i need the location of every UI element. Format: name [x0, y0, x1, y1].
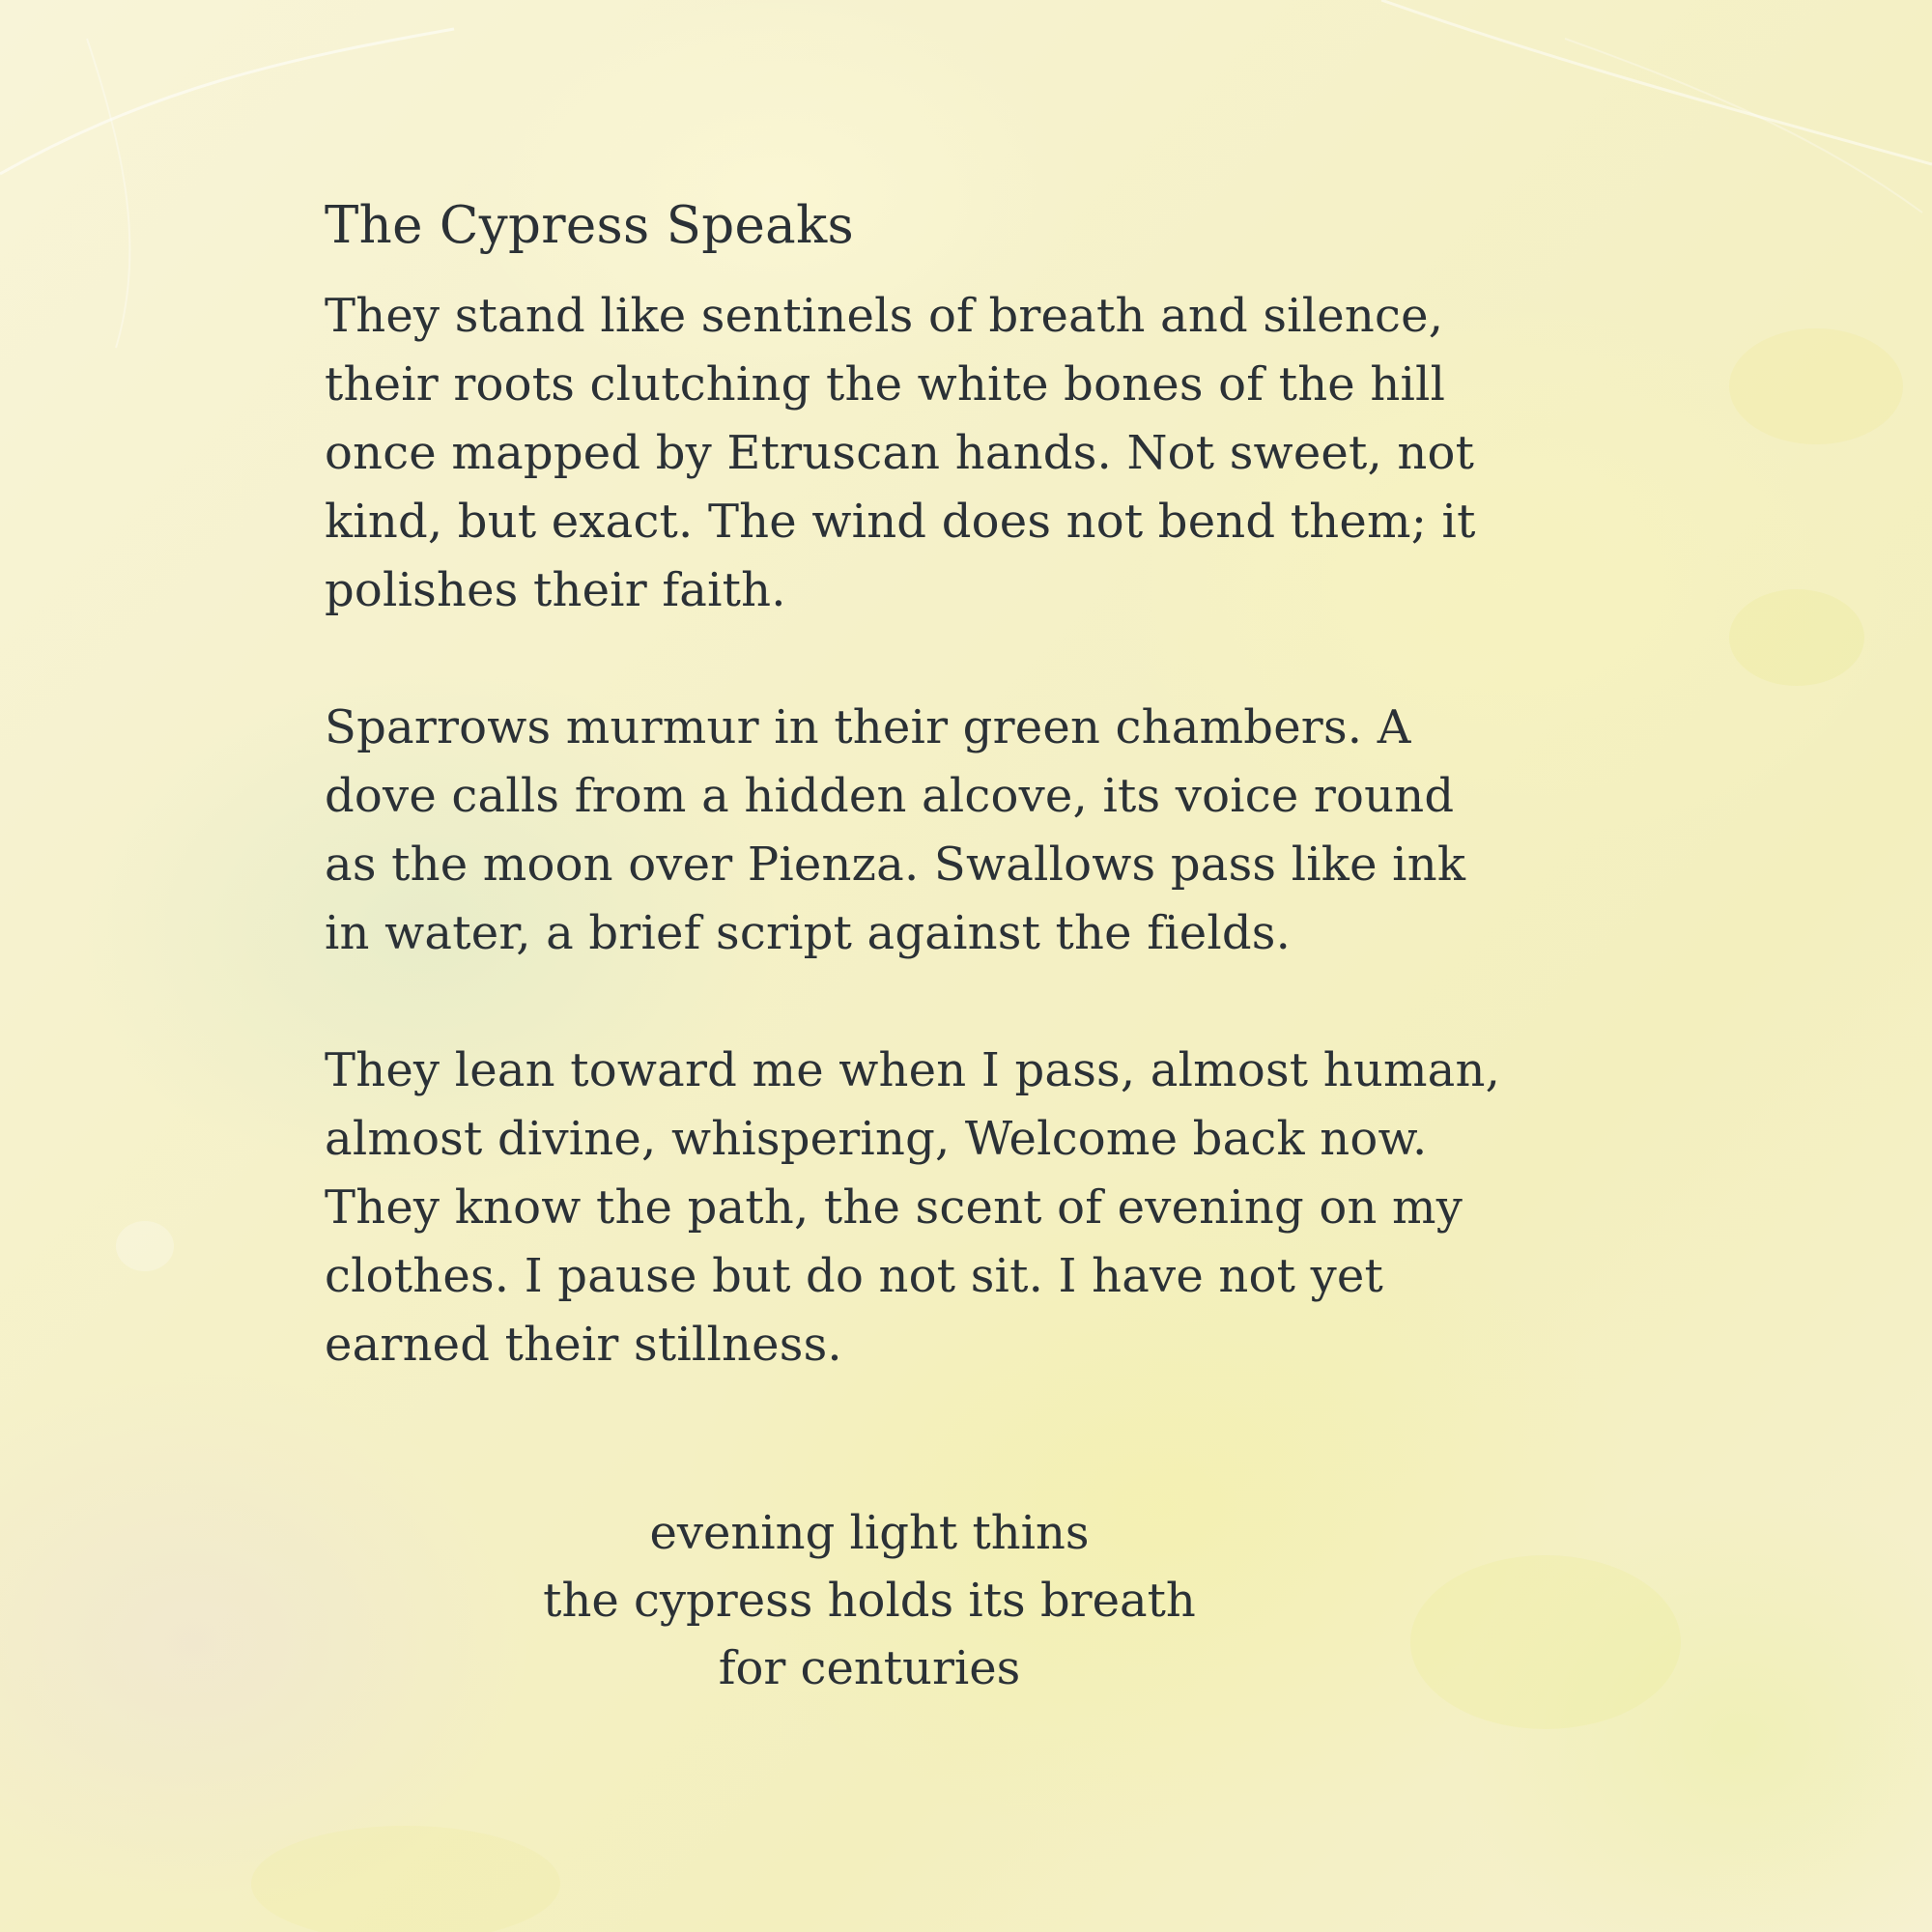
stanza: They stand like sentinels of breath and silence, their roots clutching the white bones of the hill once mapped by Etruscan hands. Not sweet, not kind, but exact. The wind does not bend them; it polishes their faith.	[325, 289, 1476, 617]
haiku-line: evening light thins	[649, 1506, 1090, 1560]
poem-title: The Cypress Speaks	[325, 196, 854, 255]
haiku-line: the cypress holds its breath	[543, 1574, 1196, 1628]
poem	[325, 189, 1600, 1379]
stanza: Sparrows murmur in their green chambers. A dove calls from a hidden alcove, its voice round as the moon over Pienza. Swallows pass like ink in water, a brief script against the fields.	[325, 700, 1466, 960]
haiku-line: for centuries	[718, 1641, 1021, 1695]
stanza: They lean toward me when I pass, almost human, almost divine, whispering, Welcome back now. They know the path, the scent of evening on my clothes. I pause but do not sit. I have not yet earned their stillness.	[325, 1043, 1501, 1372]
haiku	[483, 1499, 1256, 1702]
